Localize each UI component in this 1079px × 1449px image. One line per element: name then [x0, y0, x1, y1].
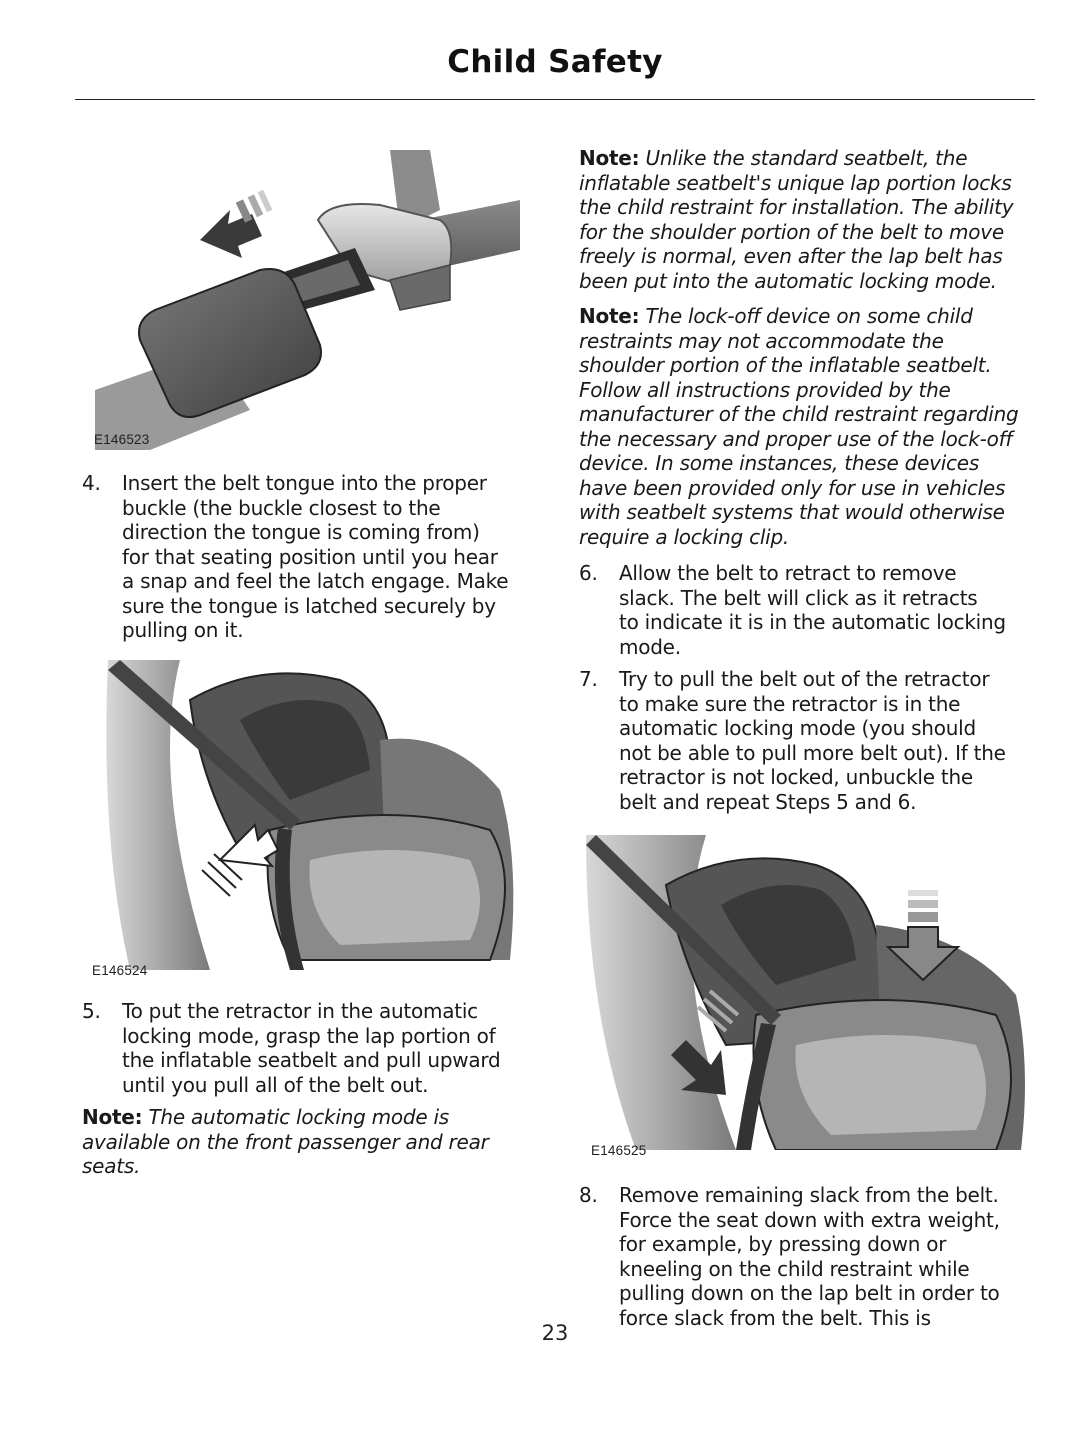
step-text	[619, 561, 1034, 659]
text-line: Force the seat down with extra weight,	[619, 1207, 1000, 1232]
text-line: mode.	[619, 634, 681, 659]
text-line: retractor is not locked, unbuckle the	[619, 765, 973, 789]
text-line: Try to pull the belt out of the retractor	[619, 667, 990, 691]
text-line	[579, 146, 1039, 171]
text-line: to make sure the retractor is in the	[619, 691, 961, 716]
text-line: To put the retractor in the automatic	[122, 999, 478, 1023]
step-text	[122, 471, 537, 643]
step-number: 4.	[82, 471, 101, 495]
text-line: for that seating position until you hear	[122, 544, 498, 569]
text-line: pulling down on the lap belt in order to	[619, 1281, 1000, 1305]
text-line	[579, 304, 1039, 329]
text-line: with seatbelt systems that would otherwise	[579, 500, 1005, 524]
step-4	[82, 471, 537, 646]
note-label: Note:	[82, 1105, 143, 1129]
note-inflatable-lap-lock	[579, 146, 1039, 293]
step-number: 5.	[82, 999, 101, 1023]
text-line: a snap and feel the latch engage. Make	[122, 569, 509, 593]
text-line: kneeling on the child restraint while	[619, 1256, 970, 1281]
text-line: for the shoulder portion of the belt to move	[579, 219, 1004, 244]
text-line: direction the tongue is coming from)	[122, 520, 480, 544]
text-line: force slack from the belt. This is	[619, 1305, 931, 1330]
step-text	[619, 667, 1034, 814]
page-title: Child Safety	[447, 44, 663, 80]
child-seat-upward-arrow-icon	[90, 660, 530, 970]
text-line: to indicate it is in the automatic locking	[619, 610, 1006, 634]
text-line: restraints may not accommodate the	[579, 328, 944, 353]
step-number: 8.	[579, 1183, 598, 1207]
text-line: manufacturer of the child restraint regarding	[579, 402, 1019, 426]
text-line: Allow the belt to retract to remove	[619, 561, 957, 585]
note-text: The automatic locking mode is	[142, 1105, 449, 1129]
text-line: until you pull all of the belt out.	[122, 1072, 429, 1097]
text-line: not be able to pull more belt out). If the	[619, 740, 1006, 765]
step-text	[122, 999, 537, 1097]
text-line: device. In some instances, these devices	[579, 451, 980, 475]
figure-belt-retract	[586, 835, 1026, 1150]
text-line: been put into the automatic locking mode.	[579, 268, 997, 293]
text-line: for example, by pressing down or	[619, 1232, 947, 1256]
text-line: freely is normal, even after the lap belt has	[579, 244, 1003, 268]
text-line: pulling on it.	[122, 618, 244, 642]
figure-belt-tongue-buckle	[90, 150, 530, 450]
text-line: require a locking clip.	[579, 524, 790, 549]
step-number: 7.	[579, 667, 598, 691]
note-text: Unlike the standard seatbelt, the	[639, 146, 968, 170]
note-automatic-locking	[82, 1105, 542, 1179]
text-line: seats.	[82, 1154, 141, 1178]
step-8	[579, 1183, 1034, 1333]
step-text	[619, 1183, 1034, 1330]
belt-tongue-buckle-icon	[90, 150, 530, 450]
text-line: locking mode, grasp the lap portion of	[122, 1023, 496, 1048]
figure-label: E146524	[92, 963, 148, 978]
step-number: 6.	[579, 561, 598, 585]
text-line: slack. The belt will click as it retracts	[619, 585, 978, 610]
note-text: The lock-off device on some child	[639, 304, 973, 328]
text-line: Insert the belt tongue into the proper	[122, 471, 487, 495]
figure-label: E146525	[591, 1143, 647, 1158]
child-seat-downward-arrows-icon	[586, 835, 1026, 1150]
note-label: Note:	[579, 304, 640, 328]
page-number: 23	[541, 1321, 569, 1345]
text-line: belt and repeat Steps 5 and 6.	[619, 789, 917, 814]
note-lock-off-device	[579, 304, 1039, 549]
header-divider	[75, 99, 1035, 100]
text-line: the child restraint for installation. The ability	[579, 195, 1014, 219]
step-6	[579, 561, 1034, 661]
text-line: have been provided only for use in vehicles	[579, 475, 1006, 500]
text-line: Follow all instructions provided by the	[579, 377, 951, 402]
figure-belt-pull-upward	[90, 660, 530, 970]
note-label: Note:	[579, 146, 640, 170]
step-5	[82, 999, 537, 1099]
figure-label: E146523	[94, 432, 150, 447]
text-line: the inflatable seatbelt and pull upward	[122, 1048, 501, 1072]
text-line: automatic locking mode (you should	[619, 716, 976, 740]
text-line: sure the tongue is latched securely by	[122, 593, 496, 618]
text-line: the necessary and proper use of the lock-off	[579, 426, 1013, 451]
step-7	[579, 667, 1034, 817]
text-line: buckle (the buckle closest to the	[122, 495, 441, 520]
text-line: shoulder portion of the inflatable seatbelt.	[579, 353, 992, 377]
text-line	[82, 1105, 542, 1130]
text-line: Remove remaining slack from the belt.	[619, 1183, 999, 1207]
text-line: inflatable seatbelt's unique lap portion locks	[579, 170, 1012, 195]
text-line: available on the front passenger and rear	[82, 1129, 489, 1154]
